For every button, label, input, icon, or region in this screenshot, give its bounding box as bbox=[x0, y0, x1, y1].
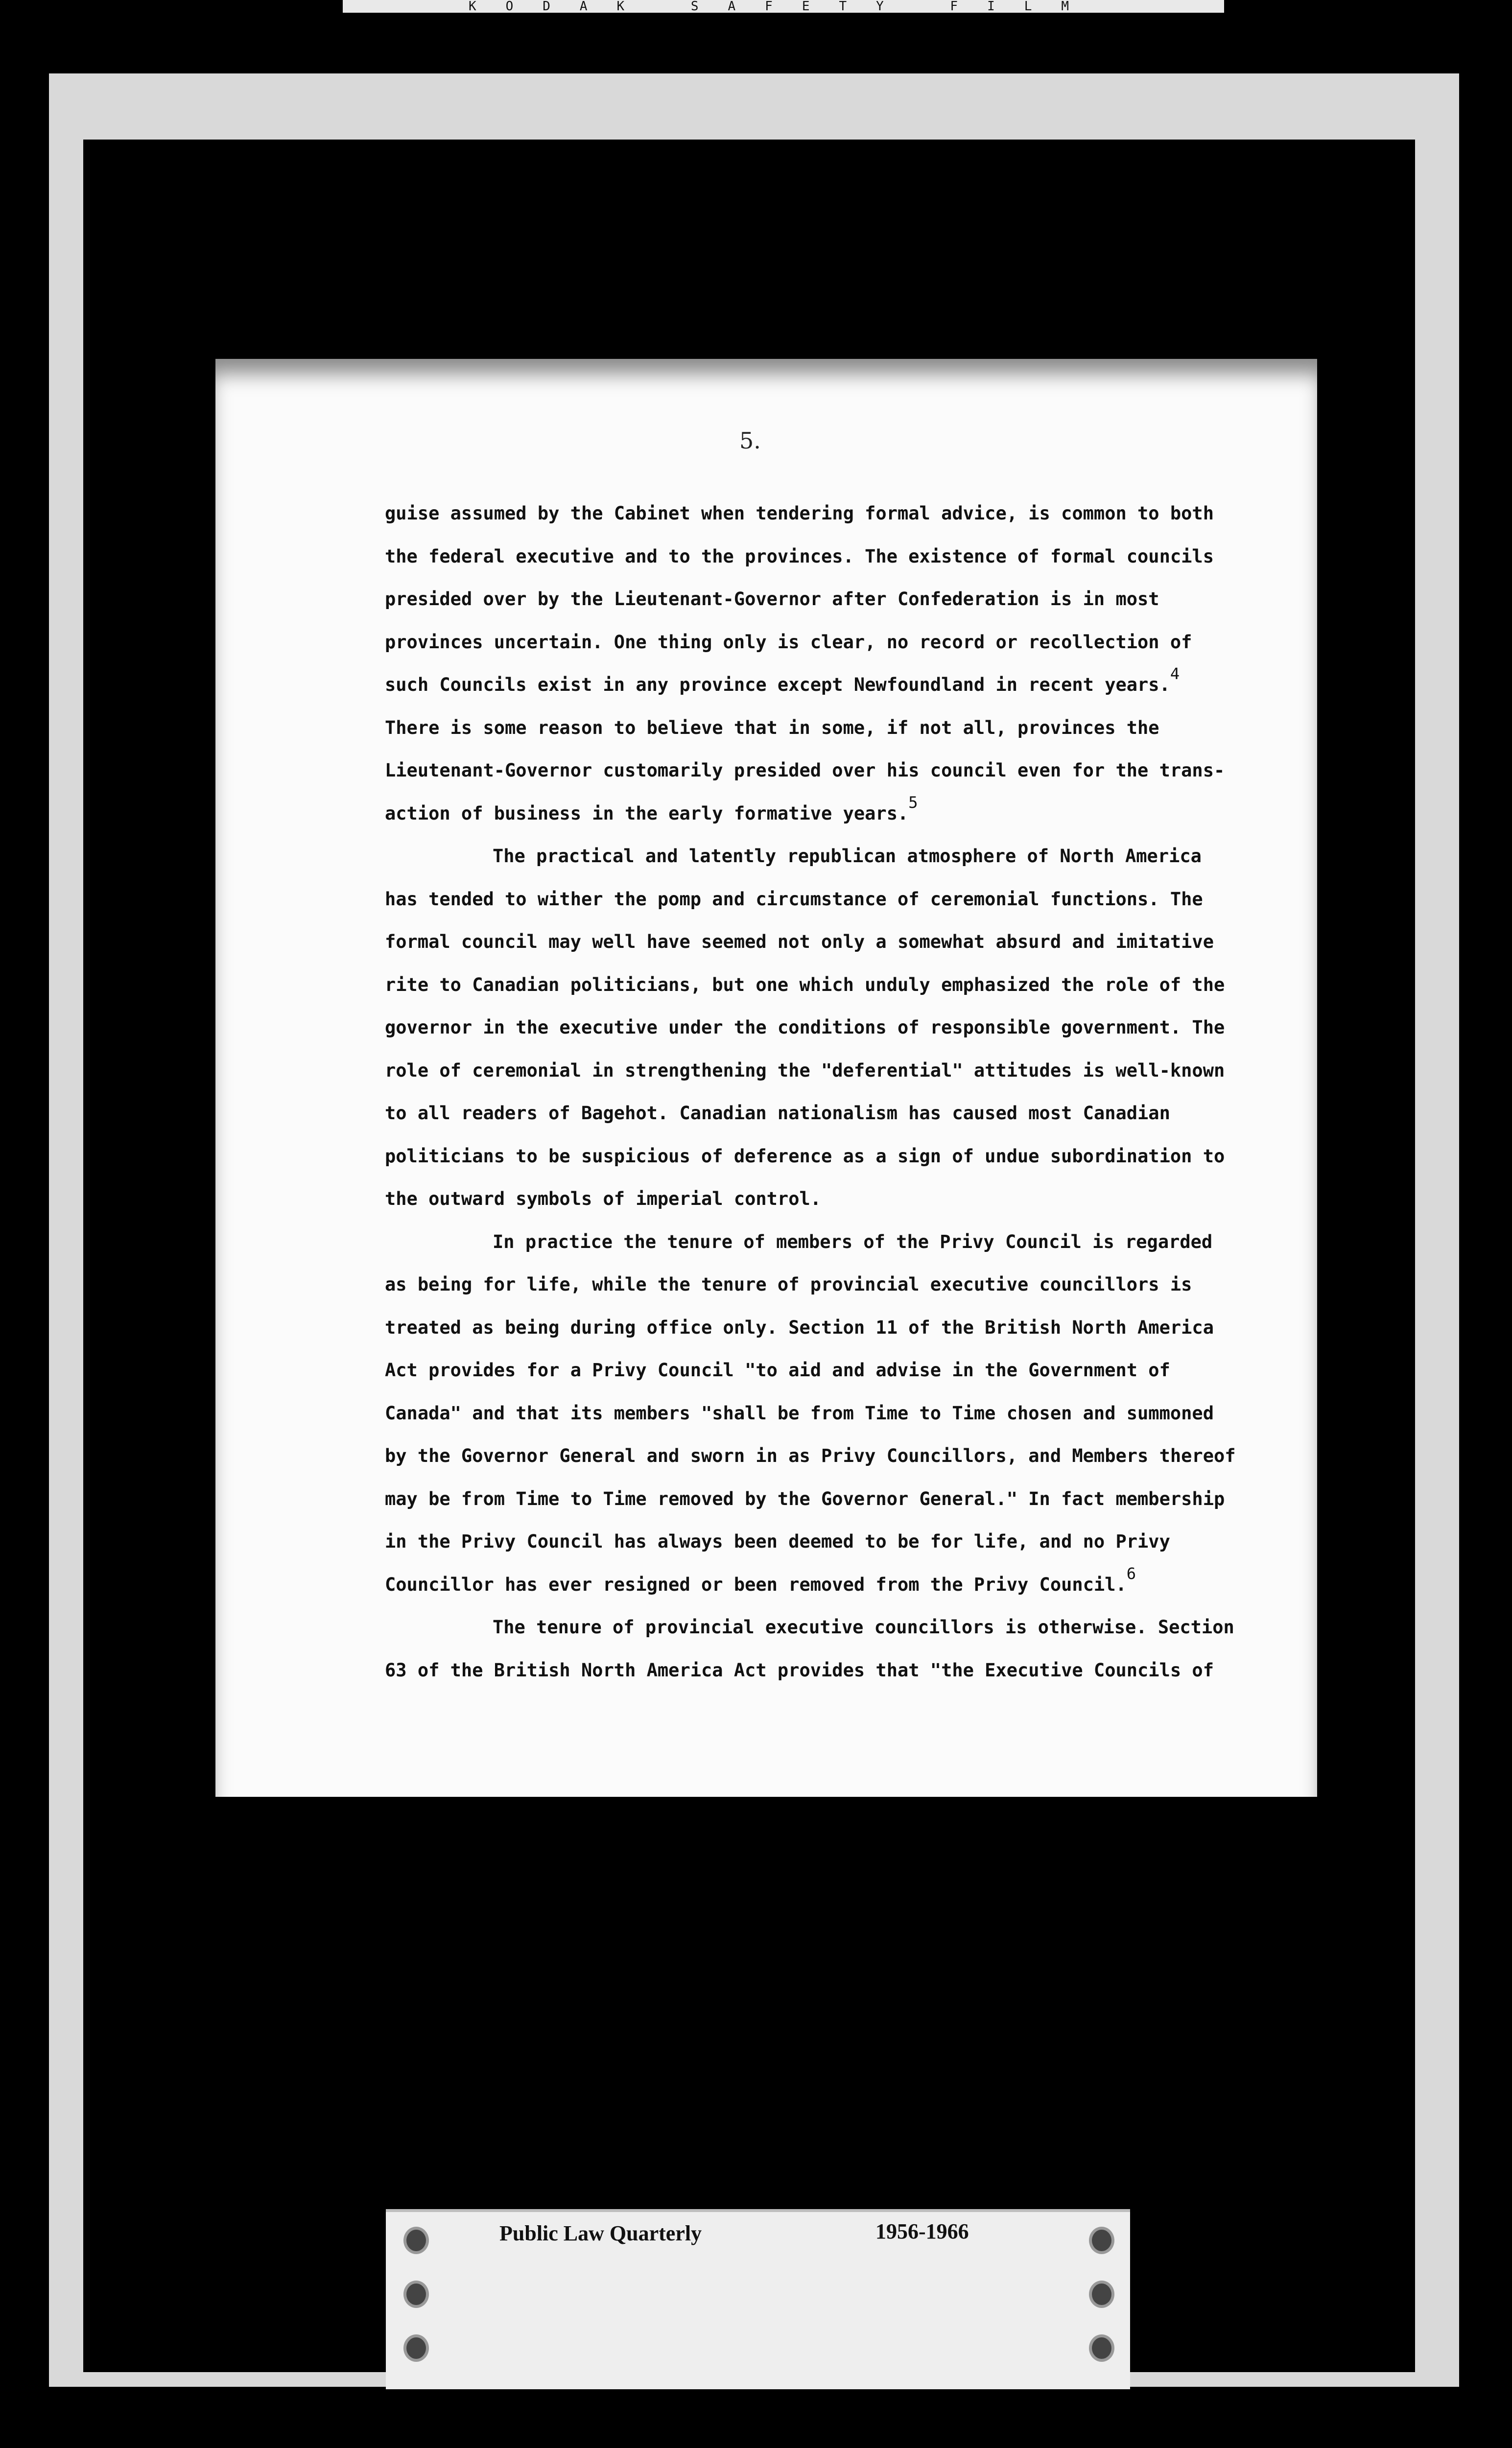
text-line bbox=[385, 1135, 1305, 1178]
label-years: 1956-1966 bbox=[875, 2219, 969, 2243]
text-line bbox=[385, 535, 1305, 578]
text-line-content: to all readers of Bagehot. Canadian nationalism has caused most Canadian bbox=[385, 1103, 1170, 1124]
text-line-content: politicians to be suspicious of deference as a sign of undue subordination to bbox=[385, 1145, 1225, 1167]
text-line bbox=[385, 1306, 1305, 1349]
text-line bbox=[385, 1049, 1305, 1092]
text-line bbox=[385, 663, 1305, 706]
text-line bbox=[385, 1263, 1305, 1306]
text-line-content: formal council may well have seemed not only a somewhat absurd and imitative bbox=[385, 931, 1214, 952]
text-line bbox=[385, 1177, 1305, 1221]
text-line-content: In practice the tenure of members of the Privy Council is regarded bbox=[493, 1231, 1213, 1252]
text-line-content: Councillor has ever resigned or been removed from the Privy Council. bbox=[385, 1574, 1127, 1595]
footnote-marker: 5 bbox=[908, 793, 918, 812]
text-line-content: such Councils exist in any province except Newfoundland in recent years. bbox=[385, 674, 1170, 695]
document-page bbox=[215, 359, 1317, 1797]
binder-holes-right bbox=[1089, 2227, 1118, 2388]
binder-hole-icon bbox=[403, 2334, 429, 2362]
text-line bbox=[385, 1392, 1305, 1435]
text-line-content: has tended to wither the pomp and circumstance of ceremonial functions. The bbox=[385, 888, 1203, 910]
text-line bbox=[385, 1649, 1305, 1692]
binder-holes-left bbox=[403, 2227, 433, 2388]
text-line-content: Canada" and that its members "shall be from Time to Time chosen and summoned bbox=[385, 1402, 1214, 1424]
text-line bbox=[385, 578, 1305, 621]
text-line bbox=[385, 706, 1305, 750]
text-line-content: by the Governor General and sworn in as Privy Councillors, and Members thereof bbox=[385, 1445, 1236, 1466]
archive-label-card bbox=[386, 2209, 1130, 2389]
text-line-content: as being for life, while the tenure of provincial executive councillors is bbox=[385, 1274, 1192, 1295]
text-line bbox=[385, 1478, 1305, 1521]
text-line-content: may be from Time to Time removed by the Governor General." In fact membership bbox=[385, 1488, 1225, 1509]
footnote-marker: 4 bbox=[1170, 664, 1180, 683]
text-line bbox=[385, 1435, 1305, 1478]
text-line bbox=[385, 492, 1305, 535]
text-line-content: There is some reason to believe that in some, if not all, provinces the bbox=[385, 717, 1159, 738]
text-line bbox=[385, 621, 1305, 664]
page-number: 5. bbox=[739, 427, 761, 454]
film-edge-strip: KODAK SAFETY FILM bbox=[343, 0, 1224, 13]
binder-hole-icon bbox=[1089, 2281, 1114, 2308]
text-line bbox=[385, 1563, 1305, 1606]
text-line-content: Lieutenant-Governor customarily presided over his council even for the trans- bbox=[385, 760, 1225, 781]
text-line-content: the outward symbols of imperial control. bbox=[385, 1188, 822, 1209]
text-line bbox=[385, 792, 1305, 835]
document-body bbox=[385, 492, 1305, 1692]
text-line bbox=[385, 1520, 1305, 1563]
text-line-content: Act provides for a Privy Council "to aid and advise in the Government of bbox=[385, 1360, 1170, 1381]
text-line bbox=[385, 964, 1305, 1007]
text-line bbox=[385, 749, 1305, 792]
binder-hole-icon bbox=[403, 2227, 429, 2254]
text-line-content: The tenure of provincial executive councillors is otherwise. Section bbox=[493, 1617, 1234, 1638]
text-line bbox=[385, 1221, 1305, 1264]
text-line-content: The practical and latently republican atmosphere of North America bbox=[493, 846, 1202, 867]
text-line-content: in the Privy Council has always been deemed to be for life, and no Privy bbox=[385, 1531, 1170, 1552]
text-line-content: action of business in the early formative years. bbox=[385, 802, 909, 824]
text-line bbox=[385, 920, 1305, 964]
text-line bbox=[385, 835, 1305, 878]
text-line-content: the federal executive and to the provinces. The existence of formal councils bbox=[385, 545, 1214, 567]
text-line bbox=[385, 1092, 1305, 1135]
label-title: Public Law Quarterly bbox=[499, 2221, 702, 2245]
text-line-content: 63 of the British North America Act provides that "the Executive Councils of bbox=[385, 1659, 1214, 1681]
text-line-content: provinces uncertain. One thing only is clear, no record or recollection of bbox=[385, 631, 1192, 653]
binder-hole-icon bbox=[1089, 2334, 1114, 2362]
text-line bbox=[385, 1606, 1305, 1649]
text-line bbox=[385, 1349, 1305, 1392]
text-line-content: presided over by the Lieutenant-Governor after Confederation is in most bbox=[385, 588, 1159, 610]
text-line bbox=[385, 878, 1305, 921]
binder-hole-icon bbox=[403, 2281, 429, 2308]
binder-hole-icon bbox=[1089, 2227, 1114, 2254]
footnote-marker: 6 bbox=[1126, 1564, 1136, 1583]
text-line-content: governor in the executive under the conditions of responsible government. The bbox=[385, 1017, 1225, 1038]
text-line bbox=[385, 1006, 1305, 1049]
text-line-content: role of ceremonial in strengthening the "deferential" attitudes is well-known bbox=[385, 1059, 1225, 1081]
text-line-content: rite to Canadian politicians, but one which unduly emphasized the role of the bbox=[385, 974, 1225, 995]
text-line-content: treated as being during office only. Section 11 of the British North America bbox=[385, 1317, 1214, 1338]
text-line-content: guise assumed by the Cabinet when tendering formal advice, is common to both bbox=[385, 503, 1214, 524]
